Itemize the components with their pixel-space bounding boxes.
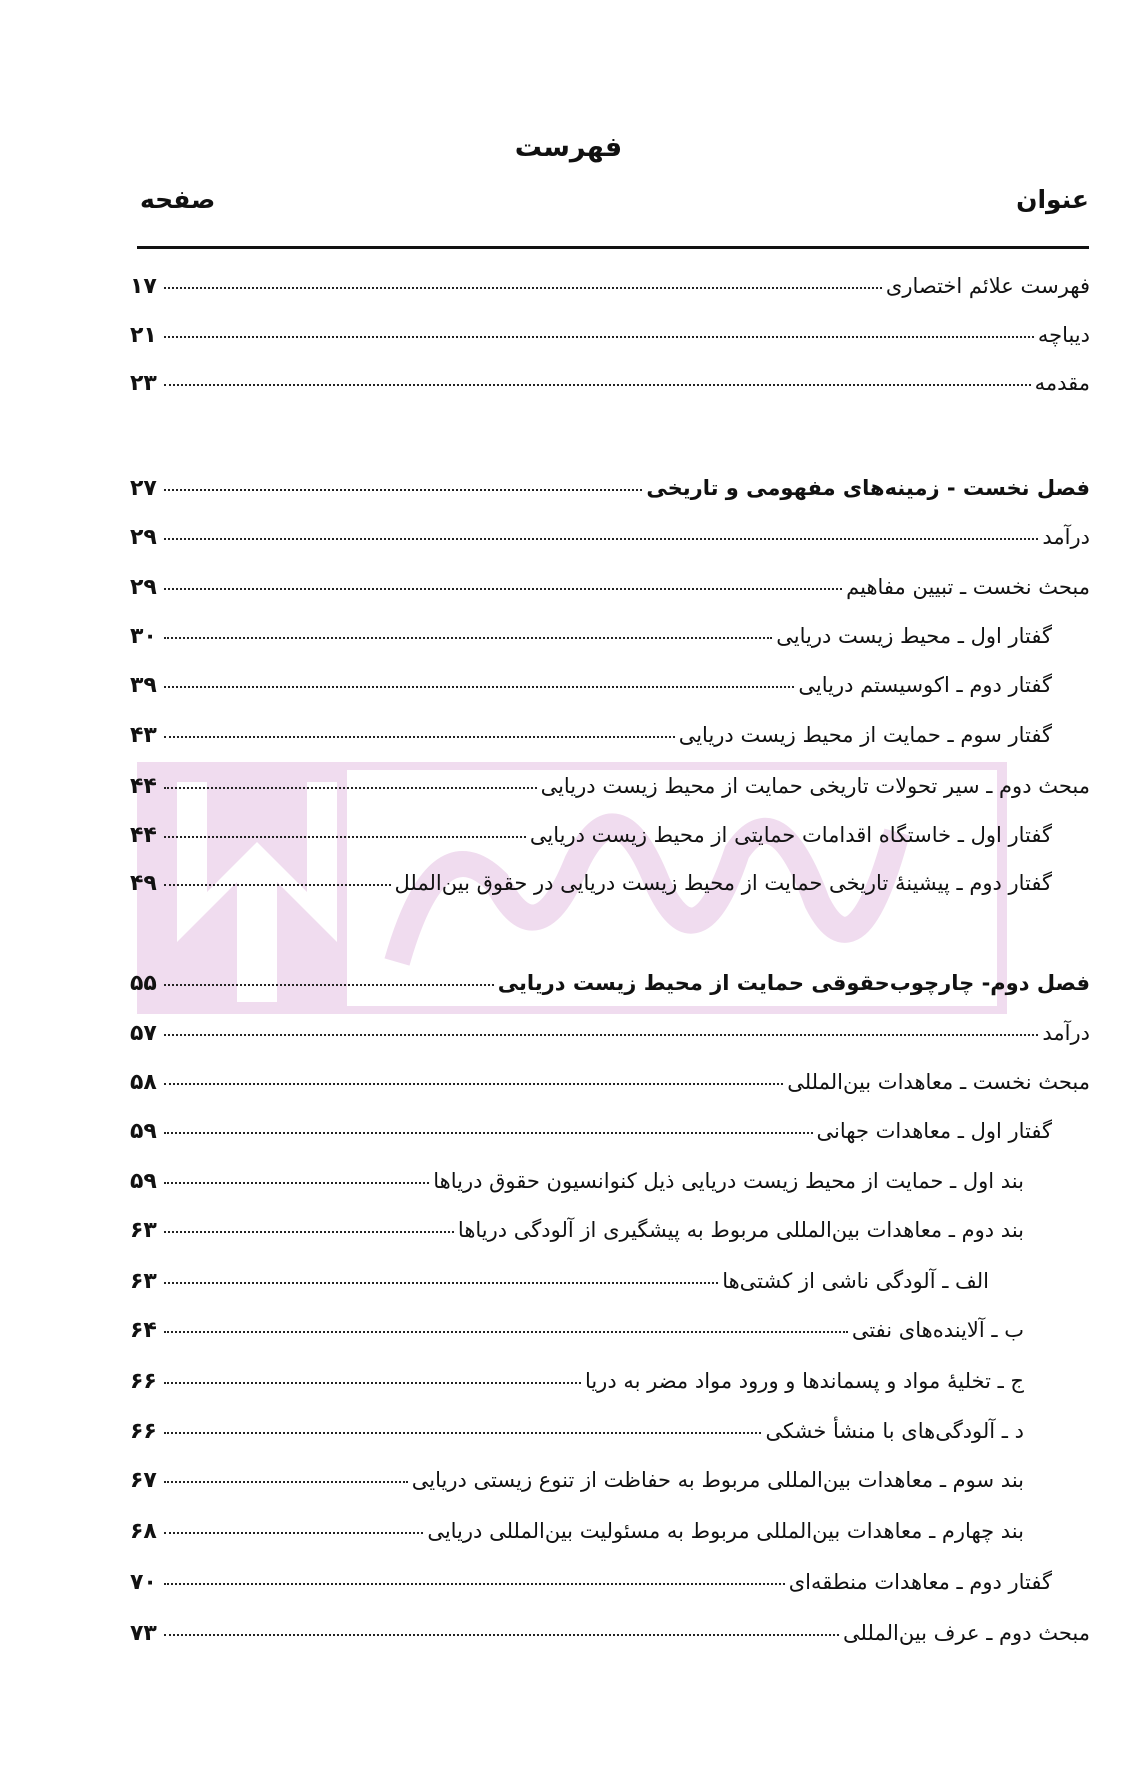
- page-title: فهرست: [514, 132, 623, 163]
- toc-entry: [130, 1119, 1052, 1151]
- toc-entry-page: ۶۶: [130, 1369, 157, 1394]
- toc-entry-page: ۷۰: [130, 1570, 157, 1595]
- page-column-header: صفحه: [140, 185, 216, 214]
- toc-entry-page: ۵۹: [130, 1119, 157, 1144]
- dot-leader: [164, 1132, 813, 1134]
- toc-entry: [130, 971, 1090, 1003]
- dot-leader: [164, 1432, 761, 1434]
- toc-entry: [130, 1519, 1024, 1551]
- toc-entry-page: ۱۷: [130, 274, 157, 299]
- toc-entry-page: ۲۳: [130, 371, 157, 396]
- dot-leader: [164, 1382, 581, 1384]
- toc-entry: [130, 673, 1052, 705]
- dot-leader: [164, 1231, 454, 1233]
- toc-entry-title: مبحث دوم ـ عرف بین‌المللی: [843, 1621, 1090, 1645]
- toc-entry-title: الف ـ آلودگی ناشی از کشتی‌ها: [722, 1269, 989, 1293]
- toc-entry-title: بند دوم ـ معاهدات بین‌المللی مربوط به پیشگیری از آلودگی دریاها: [457, 1218, 1024, 1242]
- toc-entry-page: ۶۳: [130, 1218, 157, 1243]
- toc-entry-title: گفتار دوم ـ اکوسیستم دریایی: [798, 673, 1052, 697]
- title-column-header: عنوان: [1016, 185, 1089, 214]
- toc-entry-page: ۶۶: [130, 1419, 157, 1444]
- toc-entry-title: فصل دوم- چارچوب‌حقوقی حمایت از محیط زیست دریایی: [497, 971, 1090, 995]
- toc-entry-page: ۴۴: [130, 774, 157, 799]
- dot-leader: [164, 1583, 785, 1585]
- dot-leader: [164, 1481, 408, 1483]
- dot-leader: [164, 836, 526, 838]
- toc-entry: [130, 871, 1052, 903]
- toc-entry: [130, 1369, 1024, 1401]
- dot-leader: [164, 1034, 1038, 1036]
- toc-entry-page: ۲۹: [130, 525, 157, 550]
- dot-leader: [164, 984, 494, 986]
- toc-entry-title: بند اول ـ حمایت از محیط زیست دریایی ذیل کنوانسیون حقوق دریاها: [433, 1169, 1024, 1193]
- toc-entry-page: ۳۰: [130, 624, 157, 649]
- toc-entry-title: گفتار سوم ـ حمایت از محیط زیست دریایی: [678, 723, 1052, 747]
- toc-entry: [130, 1070, 1090, 1102]
- toc-entry-page: ۴۹: [130, 871, 157, 896]
- toc-entry: [130, 1468, 1024, 1500]
- toc-entry: [130, 525, 1090, 557]
- toc-entry-page: ۴۴: [130, 823, 157, 848]
- dot-leader: [164, 1634, 839, 1636]
- dot-leader: [164, 787, 537, 789]
- dot-leader: [164, 384, 1031, 386]
- dot-leader: [164, 1083, 783, 1085]
- toc-entry-page: ۲۱: [130, 323, 157, 348]
- toc-entry: [130, 274, 1090, 306]
- toc-entry-title: فهرست علائم اختصاری: [885, 274, 1090, 298]
- toc-entry-title: گفتار اول ـ خاستگاه اقدامات حمایتی از محیط زیست دریایی: [529, 823, 1052, 847]
- toc-entry-title: گفتار دوم ـ پیشینهٔ تاریخی حمایت از محیط زیست دریایی در حقوق بین‌الملل: [394, 871, 1052, 895]
- toc-entry: [130, 476, 1090, 508]
- dot-leader: [164, 736, 675, 738]
- toc-entry: [130, 1021, 1090, 1053]
- toc-entry-page: ۵۵: [130, 971, 157, 996]
- toc-entry-title: مبحث نخست ـ معاهدات بین‌المللی: [787, 1070, 1090, 1094]
- dot-leader: [164, 1282, 718, 1284]
- toc-entry-title: ج ـ تخلیهٔ مواد و پسماندها و ورود مواد مضر به دریا: [584, 1369, 1024, 1393]
- toc-entry: [130, 575, 1090, 607]
- toc-entry: [130, 371, 1090, 403]
- toc-entry: [130, 1218, 1024, 1250]
- toc-entry-page: ۳۹: [130, 673, 157, 698]
- toc-entry-title: گفتار اول ـ محیط زیست دریایی: [776, 624, 1052, 648]
- toc-entry: [130, 323, 1090, 355]
- dot-leader: [164, 686, 794, 688]
- toc-entry: [130, 624, 1052, 656]
- toc-entry-page: ۵۸: [130, 1070, 157, 1095]
- dot-leader: [164, 287, 882, 289]
- toc-entry-title: مبحث دوم ـ سیر تحولات تاریخی حمایت از محیط زیست دریایی: [540, 774, 1090, 798]
- dot-leader: [164, 336, 1034, 338]
- toc-entry-page: ۲۹: [130, 575, 157, 600]
- toc-entry-title: بند سوم ـ معاهدات بین‌المللی مربوط به حفاظت از تنوع زیستی دریایی: [411, 1468, 1024, 1492]
- toc-entry-page: ۵۹: [130, 1169, 157, 1194]
- toc-entry: [130, 1570, 1052, 1602]
- dot-leader: [164, 489, 642, 491]
- toc-entry-page: ۶۷: [130, 1468, 157, 1493]
- toc-entry: [130, 1269, 989, 1301]
- dot-leader: [164, 1532, 423, 1534]
- toc-entry-title: گفتار دوم ـ معاهدات منطقه‌ای: [788, 1570, 1052, 1594]
- dot-leader: [164, 1182, 429, 1184]
- toc-entry-title: مبحث نخست ـ تبیین مفاهیم: [846, 575, 1090, 599]
- toc-entry-title: درآمد: [1042, 525, 1090, 549]
- toc-entry-page: ۶۳: [130, 1269, 157, 1294]
- toc-entry-page: ۶۴: [130, 1318, 157, 1343]
- toc-entry-title: ب ـ آلاینده‌های نفتی: [851, 1318, 1024, 1342]
- toc-entry-page: ۷۳: [130, 1621, 157, 1646]
- toc-entry: [130, 723, 1052, 755]
- toc-entry: [130, 1621, 1090, 1653]
- toc-entry: [130, 774, 1090, 806]
- dot-leader: [164, 588, 842, 590]
- dot-leader: [164, 637, 772, 639]
- toc-entry-title: مقدمه: [1034, 371, 1090, 395]
- toc-entry-page: ۵۷: [130, 1021, 157, 1046]
- toc-entry: [130, 1318, 1024, 1350]
- toc-entry-page: ۶۸: [130, 1519, 157, 1544]
- toc-entry: [130, 1419, 1024, 1451]
- toc-entry-title: دیباچه: [1037, 323, 1090, 347]
- toc-entry-title: بند چهارم ـ معاهدات بین‌المللی مربوط به مسئولیت بین‌المللی دریایی: [427, 1519, 1024, 1543]
- toc-entry-title: درآمد: [1042, 1021, 1090, 1045]
- toc-entry-page: ۴۳: [130, 723, 157, 748]
- dot-leader: [164, 1331, 848, 1333]
- toc-entry-title: گفتار اول ـ معاهدات جهانی: [816, 1119, 1052, 1143]
- header-rule: [137, 246, 1089, 249]
- toc-entry: [130, 823, 1052, 855]
- dot-leader: [164, 884, 391, 886]
- toc-entry-title: فصل نخست - زمینه‌های مفهومی و تاریخی: [646, 476, 1090, 500]
- toc-entry: [130, 1169, 1024, 1201]
- toc-entry-title: د ـ آلودگی‌های با منشأ خشکی: [765, 1419, 1024, 1443]
- dot-leader: [164, 538, 1038, 540]
- toc-entry-page: ۲۷: [130, 476, 157, 501]
